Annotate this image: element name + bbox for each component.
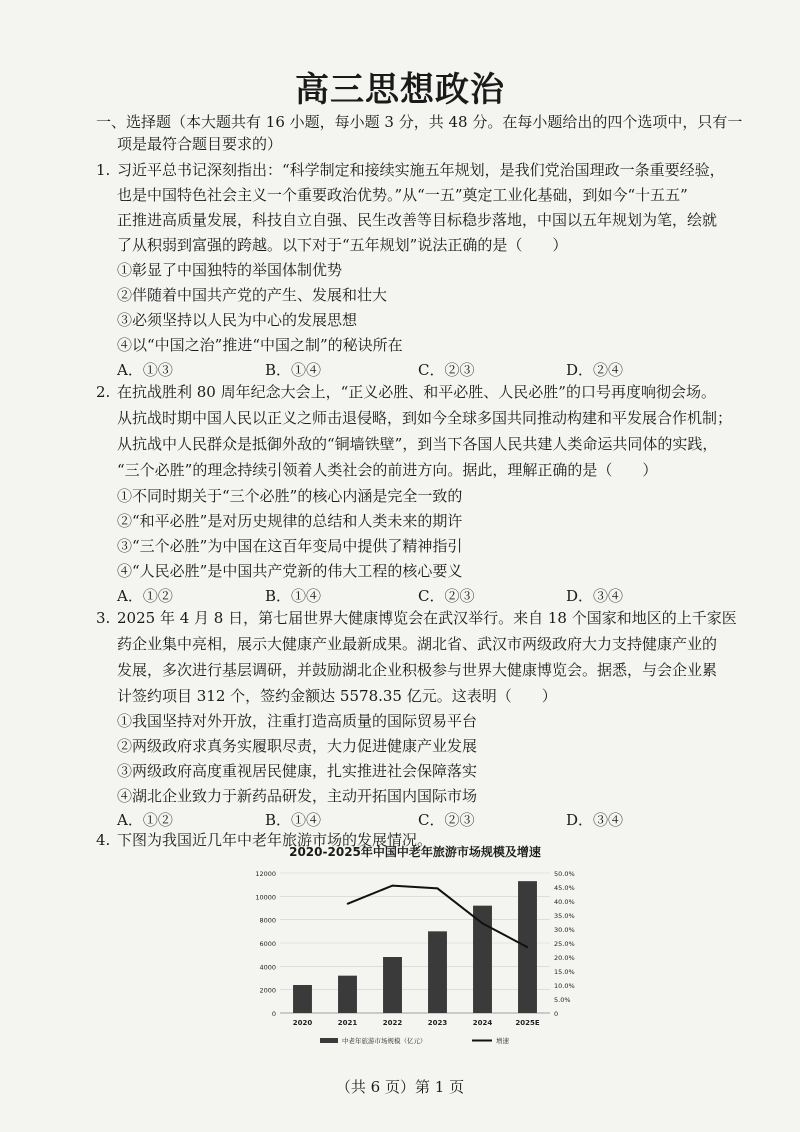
option-d: D．③④ <box>566 811 624 829</box>
y-tick-label-right: 0 <box>554 1010 559 1018</box>
y-tick-label-right: 20.0% <box>554 954 575 962</box>
y-tick-label-right: 40.0% <box>554 898 575 906</box>
statement-item: ②伴随着中国共产党的产生、发展和壮大 <box>117 286 388 304</box>
question-text-line: 在抗战胜利 80 周年纪念大会上，“正义必胜、和平必胜、人民必胜”的口号再度响彻会场。 <box>117 383 716 401</box>
question-text-line: 2025 年 4 月 8 日，第七届世界大健康博览会在武汉举行。来自 18 个国家和地区的上千家医 <box>117 609 737 627</box>
option-b: B．①④ <box>265 811 322 829</box>
statement-item: ①不同时期关于“三个必胜”的核心内涵是完全一致的 <box>117 487 463 505</box>
x-tick-label: 2025E <box>515 1019 540 1027</box>
y-tick-label-right: 25.0% <box>554 940 575 948</box>
option-a: A．①② <box>117 587 173 605</box>
statement-item: ④“人民必胜”是中国共产党新的伟大工程的核心要义 <box>117 562 463 580</box>
market-chart <box>240 843 590 1053</box>
question-text-line: 从抗战中人民群众是抵御外敌的“铜墙铁壁”，到当下各国人民共建人类命运共同体的实践， <box>117 435 718 453</box>
growth-point <box>482 923 484 925</box>
growth-point <box>527 946 529 948</box>
bar <box>473 906 492 1013</box>
question-number: 4. <box>96 831 111 849</box>
statement-item: ②“和平必胜”是对历史规律的总结和人类未来的期许 <box>117 512 463 530</box>
x-tick-label: 2020 <box>292 1019 313 1027</box>
y-tick-label-right: 10.0% <box>554 982 575 990</box>
question-text-line: 正推进高质量发展，科技自立自强、民生改善等目标稳步落地，中国以五年规划为笔，绘就 <box>117 211 718 229</box>
y-tick-label-right: 50.0% <box>554 870 575 878</box>
question-number: 1. <box>96 161 111 179</box>
section-heading-line2: 项是最符合题目要求的） <box>117 135 283 153</box>
growth-point <box>347 903 349 905</box>
y-tick-label-right: 35.0% <box>554 912 575 920</box>
page-footer: （共 6 页）第 1 页 <box>335 1078 465 1096</box>
question-text-line: 下图为我国近几年中老年旅游市场的发展情况。 <box>117 831 433 849</box>
question-text-line: 药企业集中亮相，展示大健康产业最新成果。湖北省、武汉市两级政府大力支持健康产业的 <box>117 635 718 653</box>
y-tick-label-right: 15.0% <box>554 968 575 976</box>
bar <box>383 957 402 1013</box>
question-text-line: 计签约项目 312 个，签约金额达 5578.35 亿元。这表明（ ） <box>117 687 557 705</box>
x-tick-label: 2022 <box>382 1019 403 1027</box>
chart-title: 2020-2025年中国中老年旅游市场规模及增速 <box>289 845 541 859</box>
option-a: A．①② <box>117 811 173 829</box>
section-heading-line1: 一、选择题（本大题共有 16 小题，每小题 3 分，共 48 分。在每小题给出的四个选项中，只有一 <box>96 113 743 131</box>
question-text-line: 发展，多次进行基层调研，并鼓励湖北企业积极参与世界大健康博览会。据悉，与会企业累 <box>117 661 718 679</box>
option-d: D．②④ <box>566 361 624 379</box>
legend-bar-label: 中老年旅游市场规模（亿元） <box>342 1037 427 1045</box>
question-text-line: 也是中国特色社会主义一个重要政治优势。”从“一五”奠定工业化基础，到如今“十五五” <box>117 186 688 204</box>
bar <box>293 985 312 1013</box>
option-c: C．②③ <box>418 811 475 829</box>
growth-point <box>392 885 394 887</box>
y-tick-label-left: 12000 <box>255 870 276 878</box>
growth-point <box>437 888 439 890</box>
x-tick-label: 2023 <box>427 1019 448 1027</box>
question-text-line: “三个必胜”的理念持续引领着人类社会的前进方向。据此，理解正确的是（ ） <box>117 461 658 479</box>
page-title: 高三思想政治 <box>295 70 505 110</box>
statement-item: ③必须坚持以人民为中心的发展思想 <box>117 311 358 329</box>
y-tick-label-right: 45.0% <box>554 884 575 892</box>
question-text-line: 了从积弱到富强的跨越。以下对于“五年规划”说法正确的是（ ） <box>117 236 568 254</box>
y-tick-label-left: 6000 <box>259 940 276 948</box>
y-tick-label-right: 30.0% <box>554 926 575 934</box>
x-tick-label: 2021 <box>337 1019 358 1027</box>
statement-item: ②两级政府求真务实履职尽责，大力促进健康产业发展 <box>117 737 478 755</box>
option-d: D．③④ <box>566 587 624 605</box>
bar <box>338 976 357 1013</box>
y-tick-label-left: 8000 <box>259 916 276 925</box>
statement-item: ③两级政府高度重视居民健康，扎实推进社会保障落实 <box>117 762 478 780</box>
x-tick-label: 2024 <box>472 1019 493 1027</box>
option-c: C．②③ <box>418 361 475 379</box>
y-tick-label-left: 0 <box>271 1010 276 1018</box>
y-tick-label-left: 2000 <box>259 986 276 995</box>
statement-item: ①彰显了中国独特的举国体制优势 <box>117 261 343 279</box>
y-tick-label-right: 5.0% <box>554 996 571 1004</box>
question-text-line: 从抗战时期中国人民以正义之师击退侵略，到如今全球多国共同推动构建和平发展合作机制； <box>117 409 733 427</box>
option-a: A．①③ <box>117 361 173 379</box>
statement-item: ③“三个必胜”为中国在这百年变局中提供了精神指引 <box>117 537 463 555</box>
y-tick-label-left: 10000 <box>255 893 276 902</box>
statement-item: ④以“中国之治”推进“中国之制”的秘诀所在 <box>117 336 403 354</box>
bar <box>428 931 447 1013</box>
chart-svg <box>240 861 590 1061</box>
statement-item: ④湖北企业致力于新药品研发，主动开拓国内国际市场 <box>117 787 478 805</box>
option-b: B．①④ <box>265 361 322 379</box>
statement-item: ①我国坚持对外开放，注重打造高质量的国际贸易平台 <box>117 712 478 730</box>
y-tick-label-left: 4000 <box>259 963 276 972</box>
option-c: C．②③ <box>418 587 475 605</box>
question-text-line: 习近平总书记深刻指出：“科学制定和接续实施五年规划，是我们党治国理政一条重要经验， <box>117 161 725 179</box>
legend-bar-swatch <box>320 1038 338 1043</box>
question-number: 3. <box>96 609 111 627</box>
legend-line-label: 增速 <box>496 1037 509 1045</box>
question-number: 2. <box>96 383 111 401</box>
option-b: B．①④ <box>265 587 322 605</box>
